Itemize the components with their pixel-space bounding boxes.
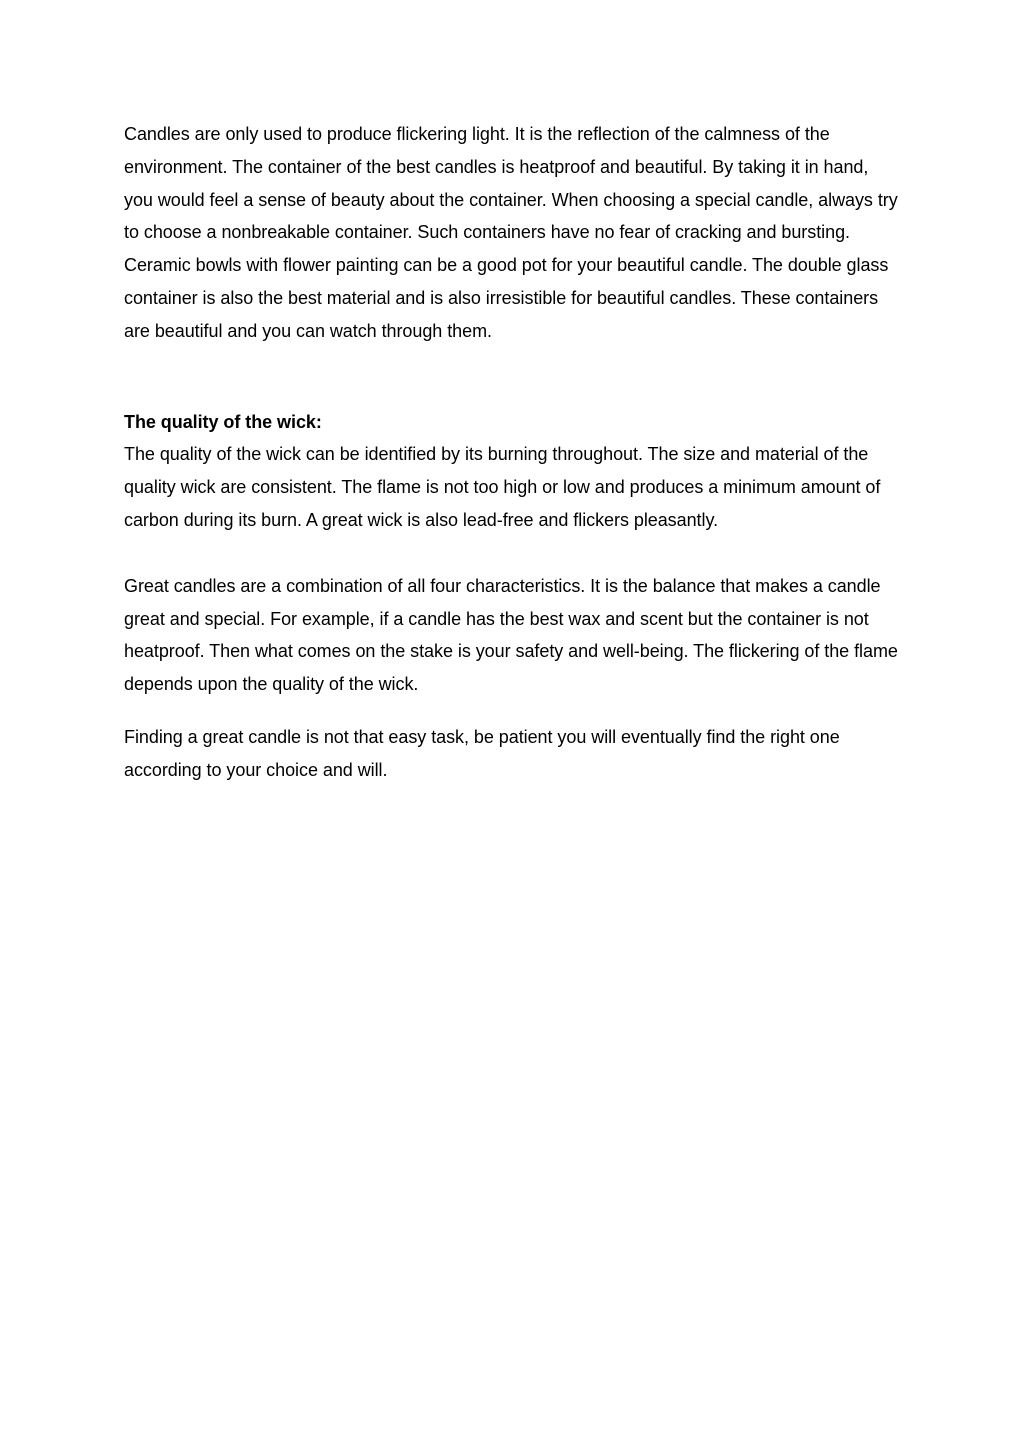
- paragraph-containers-intro: Candles are only used to produce flickering light. It is the reflection of the calmness of the environment. The container of the best candles is heatproof and beautiful. By taking it in hand, you would feel a sense of beauty about the container. When choosing a special candle, always try to choose a nonbreakable container. Such containers have no fear of cracking and bursting.: [124, 124, 898, 243]
- paragraph-ceramic-bowls: Ceramic bowls with flower painting can be a good pot for your beautiful candle. The double glass container is also the best material and is also irresistible for beautiful candles. These containers are beautiful and you can watch through them.: [124, 255, 889, 341]
- spacer: [124, 348, 900, 406]
- paragraph-wick-quality: The quality of the wick can be identified by its burning throughout. The size and material of the quality wick are consistent. The flame is not too high or low and produces a minimum amount of carbon during its burn. A great wick is also lead-free and flickers pleasantly.: [124, 444, 881, 530]
- document-page: [124, 118, 900, 787]
- spacer: [124, 537, 900, 570]
- heading-wick-quality: The quality of the wick:: [124, 411, 322, 432]
- paragraph-great-candles: Great candles are a combination of all four characteristics. It is the balance that makes a candle great and special. For example, if a candle has the best wax and scent but the container is not heatproof. Then what comes on the stake is your safety and well-being. The flickering of the flame depends upon the quality of the wick.: [124, 575, 898, 695]
- spacer: [124, 701, 900, 721]
- paragraph-finding-candle: Finding a great candle is not that easy task, be patient you will eventually find the right one according to your choice and will.: [124, 726, 840, 780]
